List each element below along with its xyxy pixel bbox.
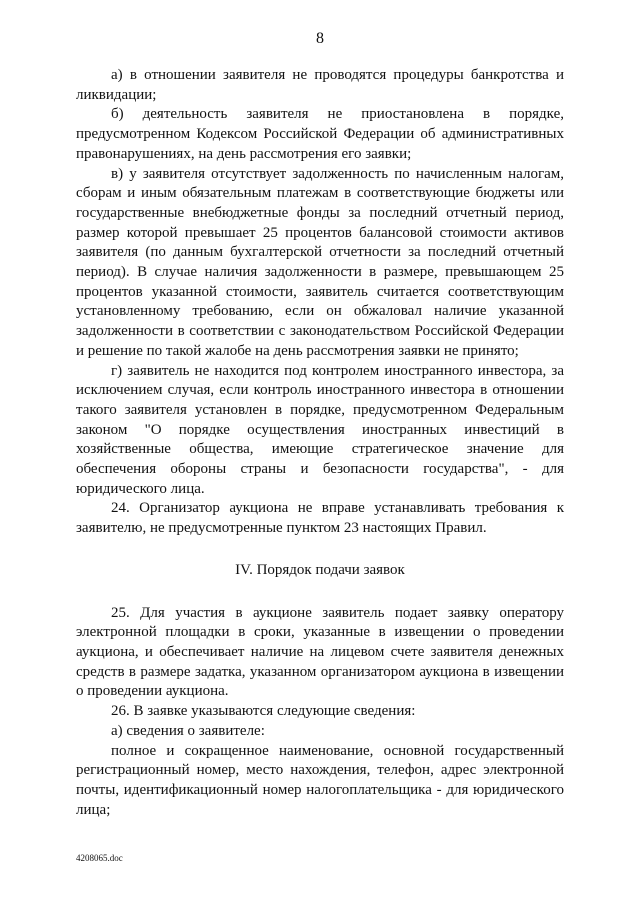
paragraph-23b: б) деятельность заявителя не приостановлена в порядке, предусмотренном Кодексом Российской Федерации об административных правонарушениях, на день рассмотрения его заявки; xyxy=(76,106,564,162)
paragraph-23v: в) у заявителя отсутствует задолженность по начисленным налогам, сборам и иным обязательным платежам в соответствующие бюджеты или государственные внебюджетные фонды за последний отчетный период, размер которой превышает 25 процентов балансовой стоимости активов заявителя (по данным бухгалтерской отчетности за последний отчетный период). В случае наличия задолженности в размере, превышающем 25 процентов указанной стоимости, заявитель считается соответствующим установленному требованию, если он обжаловал наличие указанной задолженности в соответствии с законодательством Российской Федерации и решение по такой жалобе на день рассмотрения заявки не принято; xyxy=(76,165,564,359)
document-body xyxy=(76,66,564,820)
paragraph-23g: г) заявитель не находится под контролем иностранного инвестора, за исключением случая, если контроль иностранного инвестора в отношении такого заявителя установлен в порядке, предусмотренном Федеральным законом "О порядке осуществления иностранных инвестиций в хозяйственные общества, имеющие стратегическое значение для обеспечения обороны страны и безопасности государства", - для юридического лица. xyxy=(76,362,564,497)
paragraph-25: 25. Для участия в аукционе заявитель подает заявку оператору электронной площадки в сроки, указанные в извещении о проведении аукциона, и обеспечивает наличие на лицевом счете заявителя денежных средств в размере задатка, указанном организатором аукциона в извещении о проведении аукциона. xyxy=(76,604,564,700)
paragraph-26a-details: полное и сокращенное наименование, основной государственный регистрационный номер, место нахождения, телефон, адрес электронной почты, идентификационный номер налогоплательщика - для юридического лица; xyxy=(76,742,564,818)
paragraph-24: 24. Организатор аукциона не вправе устанавливать требования к заявителю, не предусмотренные пунктом 23 настоящих Правил. xyxy=(76,500,564,537)
footer-document-code: 4208065.doc xyxy=(76,853,123,863)
page-number: 8 xyxy=(316,30,324,47)
paragraph-26: 26. В заявке указываются следующие сведения: xyxy=(111,703,416,720)
paragraph-23a: а) в отношении заявителя не проводятся процедуры банкротства и ликвидации; xyxy=(76,67,564,103)
section-heading: IV. Порядок подачи заявок xyxy=(235,561,405,578)
paragraph-26a: а) сведения о заявителе: xyxy=(111,722,265,739)
